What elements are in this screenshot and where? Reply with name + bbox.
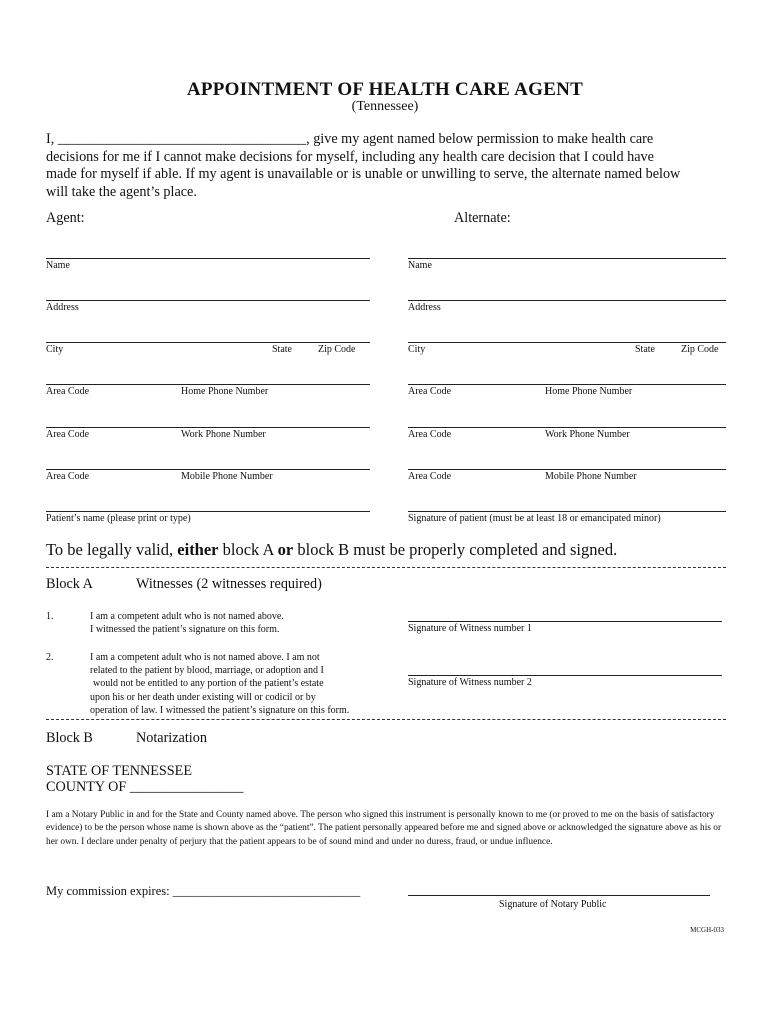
witness-1-signature-field[interactable] <box>408 621 722 622</box>
alternate-name-label: Name <box>408 260 432 271</box>
agent-city-label: City <box>46 344 64 355</box>
intro-line-2: decisions for me if I cannot make decisions for myself, including any health care decision that I could have <box>46 148 654 165</box>
agent-address-field[interactable] <box>46 300 370 301</box>
validity-suffix: block B must be properly completed and signed. <box>293 540 618 559</box>
intro-paragraph <box>46 131 736 201</box>
witness-2-line-3: would not be entitled to any portion of the patient’s estate <box>93 678 324 690</box>
witness-2-signature-label: Signature of Witness number 2 <box>408 677 532 688</box>
witness-2-line-4: upon his or her death under existing will or codicil or by <box>90 691 316 703</box>
witness-1-statement <box>90 610 284 636</box>
intro-line-1[interactable]: I, ___________________________________, give my agent named below permission to make health care <box>46 131 654 147</box>
witness-2-number: 2. <box>46 652 54 663</box>
alternate-state-label: State <box>635 344 655 355</box>
notary-statement: I am a Notary Public in and for the State and County named above. The person who signed this instrument is personally known to me (or proved to me on the basis of satisfactory evidence) to be the person whose name is shown above as the “patient”. The patient personally appeared before me and signed above or acknowledged the signature above as his or her own. I declare under penalty of perjury that the patient appears to be of sound mind and under no duress, fraud, or undue influence. <box>46 810 722 847</box>
witness-2-line-5: operation of law. I witnessed the patient’s signature on this form. <box>90 704 350 716</box>
patient-signature-field[interactable] <box>408 511 726 512</box>
alternate-work-phone-field[interactable] <box>408 427 726 428</box>
block-b-label: Block B <box>46 730 93 746</box>
page-title: APPOINTMENT OF HEALTH CARE AGENT <box>186 79 584 100</box>
alternate-city-field[interactable] <box>408 342 726 343</box>
agent-city-field[interactable] <box>46 342 370 343</box>
agent-home-area-code-label: Area Code <box>46 386 90 397</box>
intro-line-3: made for myself if able. If my agent is unavailable or is unable or unwilling to serve, the alternate named below <box>46 166 681 182</box>
agent-work-phone-label: Work Phone Number <box>181 429 266 440</box>
alternate-address-label: Address <box>408 302 441 313</box>
alternate-mobile-phone-label: Mobile Phone Number <box>545 471 637 482</box>
agent-work-area-code-label: Area Code <box>46 429 90 440</box>
alternate-home-area-code-label: Area Code <box>408 386 452 397</box>
alternate-zip-label: Zip Code <box>681 344 719 355</box>
alternate-name-field[interactable] <box>408 258 726 259</box>
block-b-title: Notarization <box>136 730 207 746</box>
block-a-title: Witnesses (2 witnesses required) <box>136 576 322 592</box>
agent-mobile-phone-field[interactable] <box>46 469 370 470</box>
alternate-mobile-area-code-label: Area Code <box>408 471 452 482</box>
intro-line-4: will take the agent’s place. <box>46 183 197 200</box>
alternate-work-area-code-label: Area Code <box>408 429 452 440</box>
alternate-city-label: City <box>408 344 426 355</box>
witness-1-number: 1. <box>46 611 54 622</box>
agent-mobile-area-code-label: Area Code <box>46 471 90 482</box>
alternate-home-phone-field[interactable] <box>408 384 726 385</box>
agent-home-phone-label: Home Phone Number <box>181 386 269 397</box>
patient-name-label: Patient’s name (please print or type) <box>46 513 191 524</box>
state-line: STATE OF TENNESSEE <box>46 763 193 779</box>
agent-zip-label: Zip Code <box>318 344 356 355</box>
witness-1-line-1: I am a competent adult who is not named above. <box>90 611 284 622</box>
witness-2-line-1: I am a competent adult who is not named above. I am not <box>90 652 320 663</box>
witness-2-signature-field[interactable] <box>408 675 722 676</box>
county-line[interactable]: COUNTY OF ________________ <box>46 779 244 795</box>
agent-work-phone-field[interactable] <box>46 427 370 428</box>
agent-address-label: Address <box>46 302 79 313</box>
patient-name-field[interactable] <box>46 511 370 512</box>
page-subtitle: (Tennessee) <box>351 99 419 114</box>
patient-signature-label: Signature of patient (must be at least 18 or emancipated minor) <box>408 513 661 524</box>
validity-prefix: To be legally valid, <box>46 540 178 559</box>
alternate-mobile-phone-field[interactable] <box>408 469 726 470</box>
agent-home-phone-field[interactable] <box>46 384 370 385</box>
agent-mobile-phone-label: Mobile Phone Number <box>181 471 273 482</box>
agent-name-field[interactable] <box>46 258 370 259</box>
alternate-work-phone-label: Work Phone Number <box>545 429 630 440</box>
notary-signature-field[interactable] <box>408 895 710 896</box>
validity-either: either <box>177 540 219 559</box>
validity-statement <box>46 540 617 560</box>
notary-signature-label: Signature of Notary Public <box>499 899 607 910</box>
divider-bottom <box>46 719 726 720</box>
divider-top <box>46 567 726 568</box>
witness-1-line-2: I witnessed the patient’s signature on this form. <box>90 624 280 636</box>
form-code: MCGH-033 <box>690 926 724 934</box>
agent-name-label: Name <box>46 260 70 271</box>
witness-1-signature-label: Signature of Witness number 1 <box>408 623 532 634</box>
agent-state-label: State <box>272 344 292 355</box>
witness-2-statement <box>90 651 349 717</box>
validity-or: or <box>277 540 294 559</box>
validity-middle: block A <box>218 540 278 559</box>
alternate-heading: Alternate: <box>454 210 511 226</box>
agent-heading: Agent: <box>46 210 85 226</box>
commission-expires[interactable]: My commission expires: ______________________________ <box>46 884 361 898</box>
alternate-address-field[interactable] <box>408 300 726 301</box>
alternate-home-phone-label: Home Phone Number <box>545 386 633 397</box>
witness-2-line-2: related to the patient by blood, marriage, or adoption and I <box>90 665 324 677</box>
block-a-label: Block A <box>46 576 93 592</box>
